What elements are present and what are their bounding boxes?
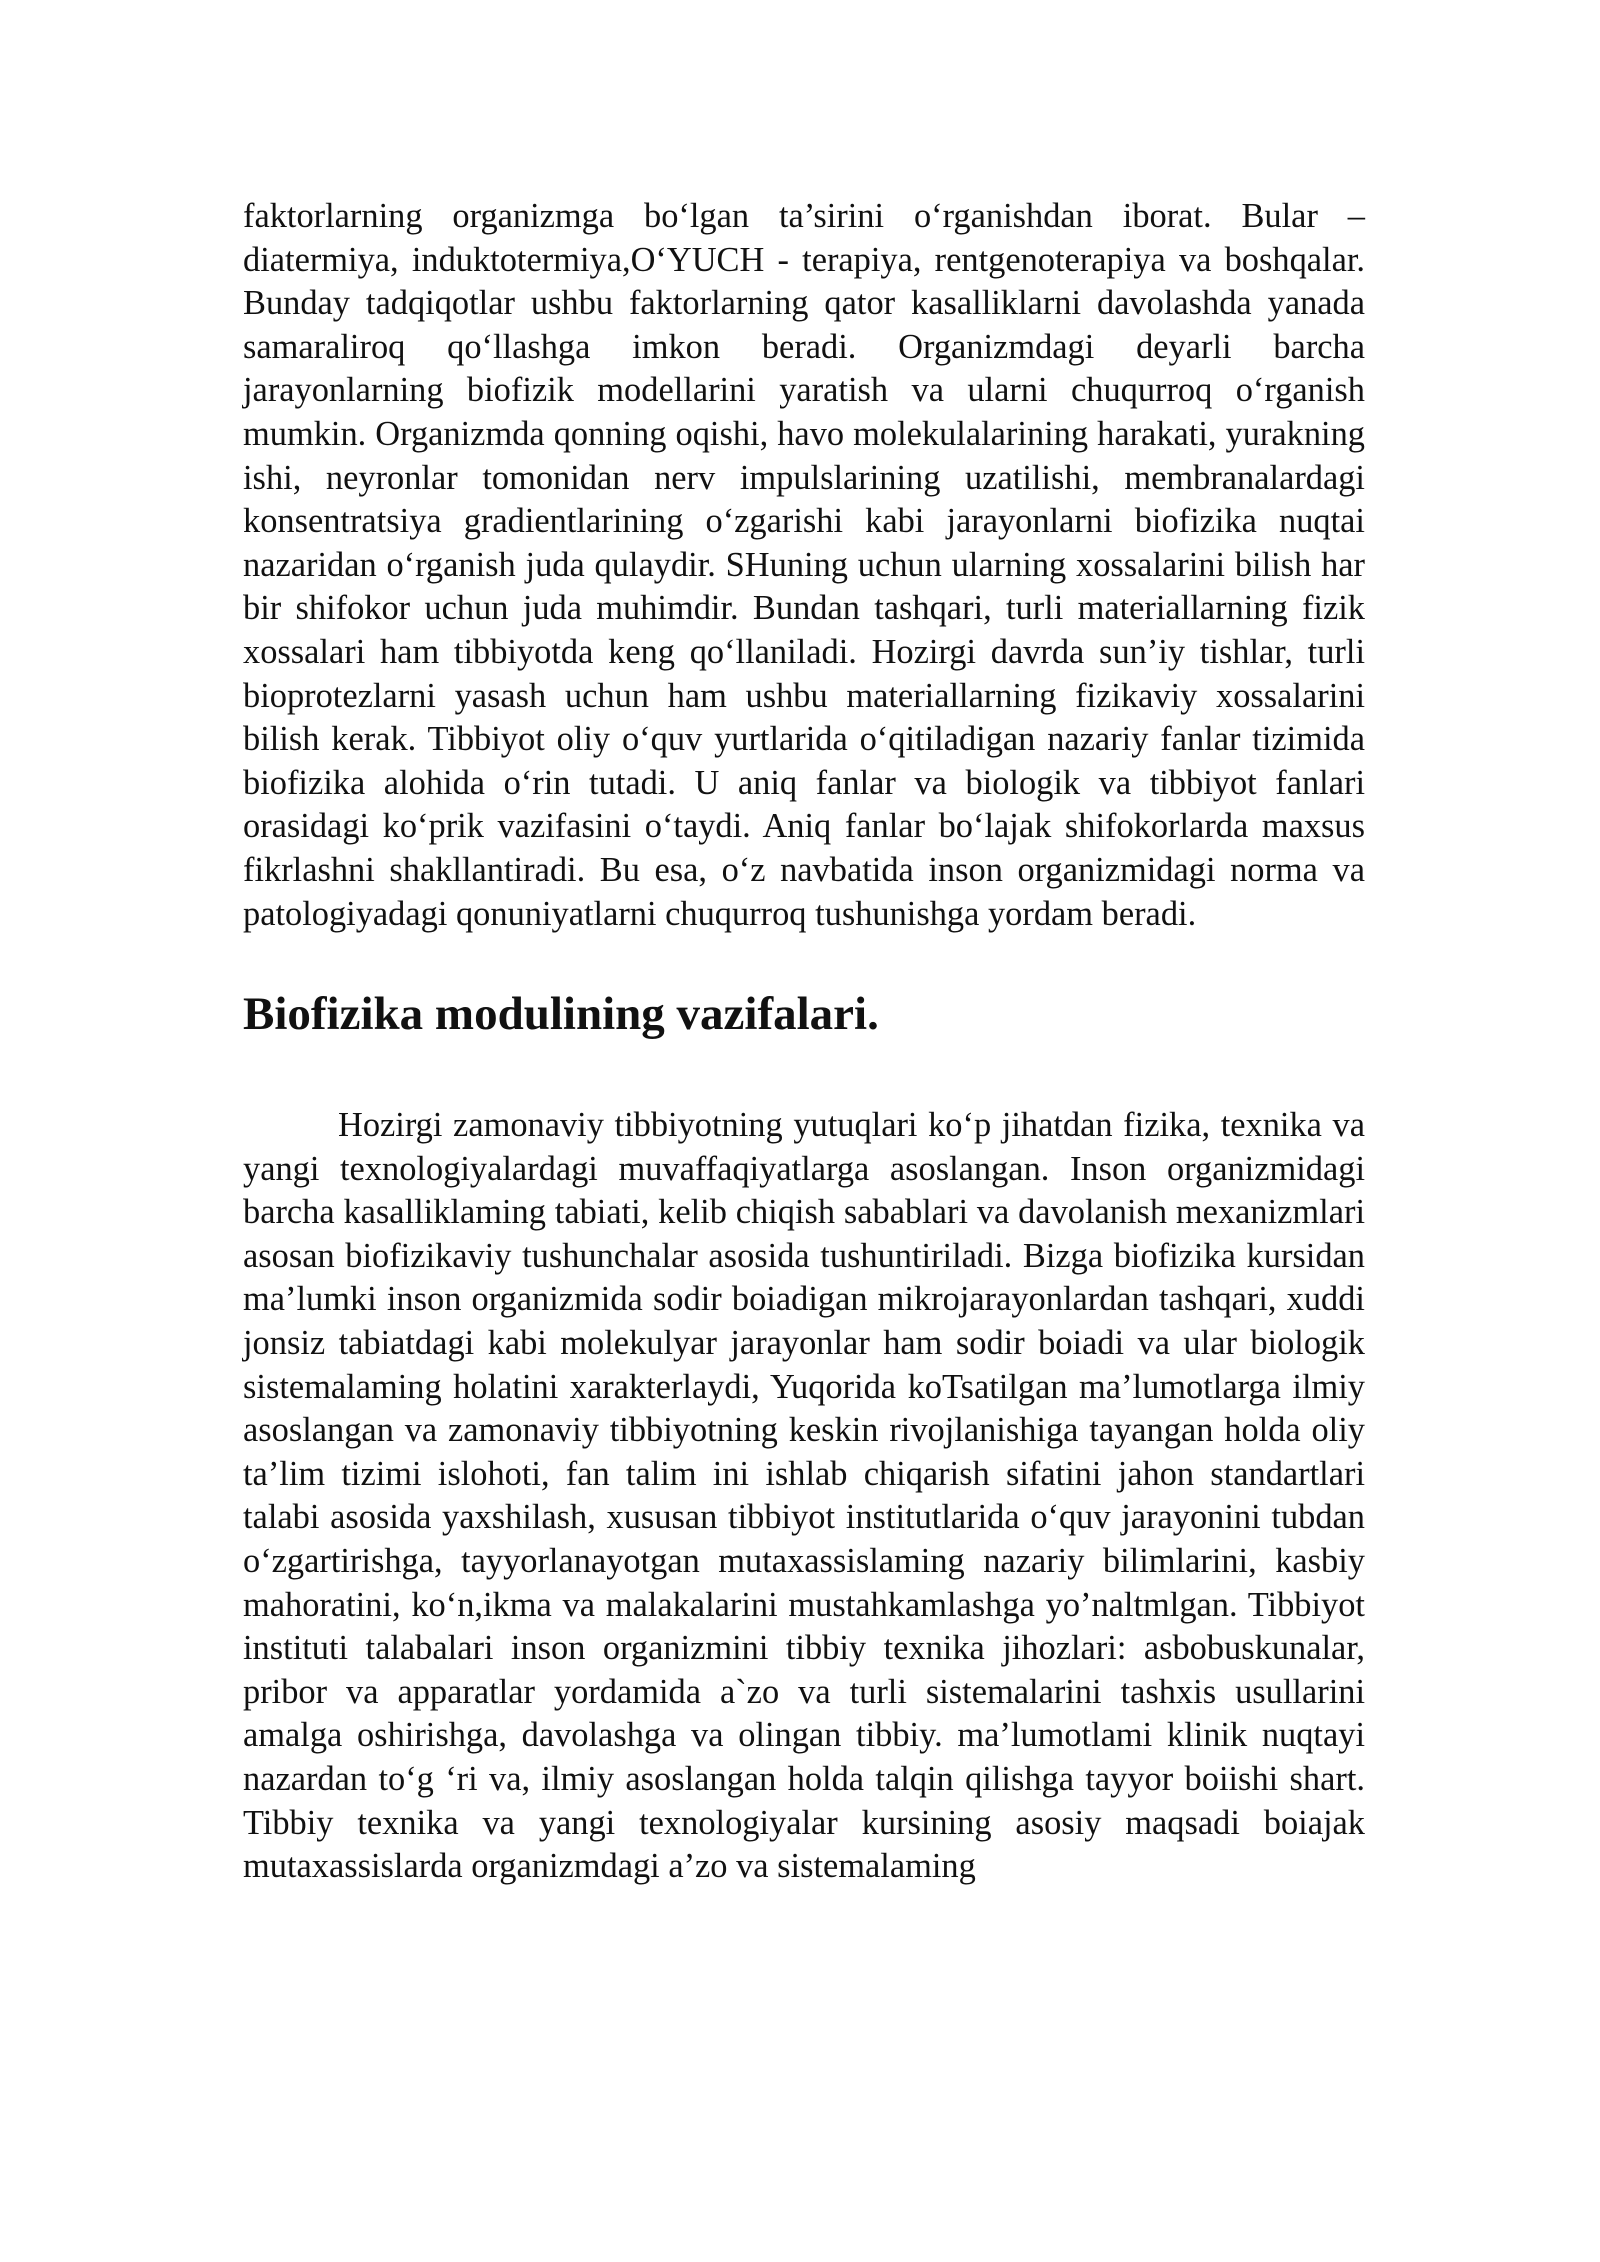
document-body	[243, 195, 1365, 1889]
body-paragraph-1: faktorlarning organizmga bo‘lgan ta’sirini o‘rganishdan iborat. Bular – diatermiya, induktotermiya,O‘YUCH - terapiya, rentgenoterapiya va boshqalar. Bunday tadqiqotlar ushbu faktorlarning qator kasalliklarni davolashda yanada samaraliroq qo‘llashga imkon beradi. Organizmdagi deyarli barcha jarayonlarning biofizik modellarini yaratish va ularni chuqurroq o‘rganish mumkin. Organizmda qonning oqishi, havo molekulalarining harakati, yurakning ishi, neyronlar tomonidan nerv impulslarining uzatilishi, membranalardagi konsentratsiya gradientlarining o‘zgarishi kabi jarayonlarni biofizika nuqtai nazaridan o‘rganish juda qulaydir. SHuning uchun ularning xossalarini bilish har bir shifokor uchun juda muhimdir. Bundan tashqari, turli materiallarning fizik xossalari ham tibbiyotda keng qo‘llaniladi. Hozirgi davrda sun’iy tishlar, turli bioprotezlarni yasash uchun ham ushbu materiallarning fizikaviy xossalarini bilish kerak. Tibbiyot oliy o‘quv yurtlarida o‘qitiladigan nazariy fanlar tizimida biofizika alohida o‘rin tutadi. U aniq fanlar va biologik va tibbiyot fanlari orasidagi ko‘prik vazifasini o‘taydi. Aniq fanlar bo‘lajak shifokorlarda maxsus fikrlashni shakllantiradi. Bu esa, o‘z navbatida inson organizmidagi norma va patologiyadagi qonuniyatlarni chuqurroq tushunishga yordam beradi.	[243, 197, 1365, 933]
section-heading: Biofizika modulining vazifalari.	[243, 988, 879, 1041]
body-paragraph-2: Hozirgi zamonaviy tibbiyotning yutuqlari ko‘p jihatdan fizika, texnika va yangi texnologiyalardagi muvaffaqiyatlarga asoslangan. Inson organizmidagi barcha kasalliklaming tabiati, kelib chiqish sabablari va davolanish mexanizmlari asosan biofizikaviy tushunchalar asosida tushuntiriladi. Bizga biofizika kursidan ma’lumki inson organizmida sodir boiadigan mikrojarayonlardan tashqari, xuddi jonsiz tabiatdagi kabi molekulyar jarayonlar ham sodir boiadi va ular biologik sistemalaming holatini xarakterlaydi, Yuqorida koTsatilgan ma’lumotlarga ilmiy asoslangan va zamonaviy tibbiyotning keskin rivojlanishiga tayangan holda oliy ta’lim tizimi islohoti, fan talim ini ishlab chiqarish sifatini jahon standartlari talabi asosida yaxshilash, xususan tibbiyot institutlarida o‘quv jarayonini tubdan o‘zgartirishga, tayyorlanayotgan mutaxassislaming nazariy bilimlarini, kasbiy mahoratini, ko‘n,ikma va malakalarini mustahkamlashga yo’naltmlgan. Tibbiyot instituti talabalari inson organizmini tibbiy texnika jihozlari: asbobuskunalar, pribor va apparatlar yordamida a`zo va turli sistemalarini tashxis usullarini amalga oshirishga, davolashga va olingan tibbiy. ma’lumotlami klinik nuqtayi nazardan to‘g ‘ri va, ilmiy asoslangan holda talqin qilishga tayyor boiishi shart. Tibbiy texnika va yangi texnologiyalar kursining asosiy maqsadi boiajak mutaxassislarda organizmdagi a’zo va sistemalaming	[243, 1106, 1365, 1886]
